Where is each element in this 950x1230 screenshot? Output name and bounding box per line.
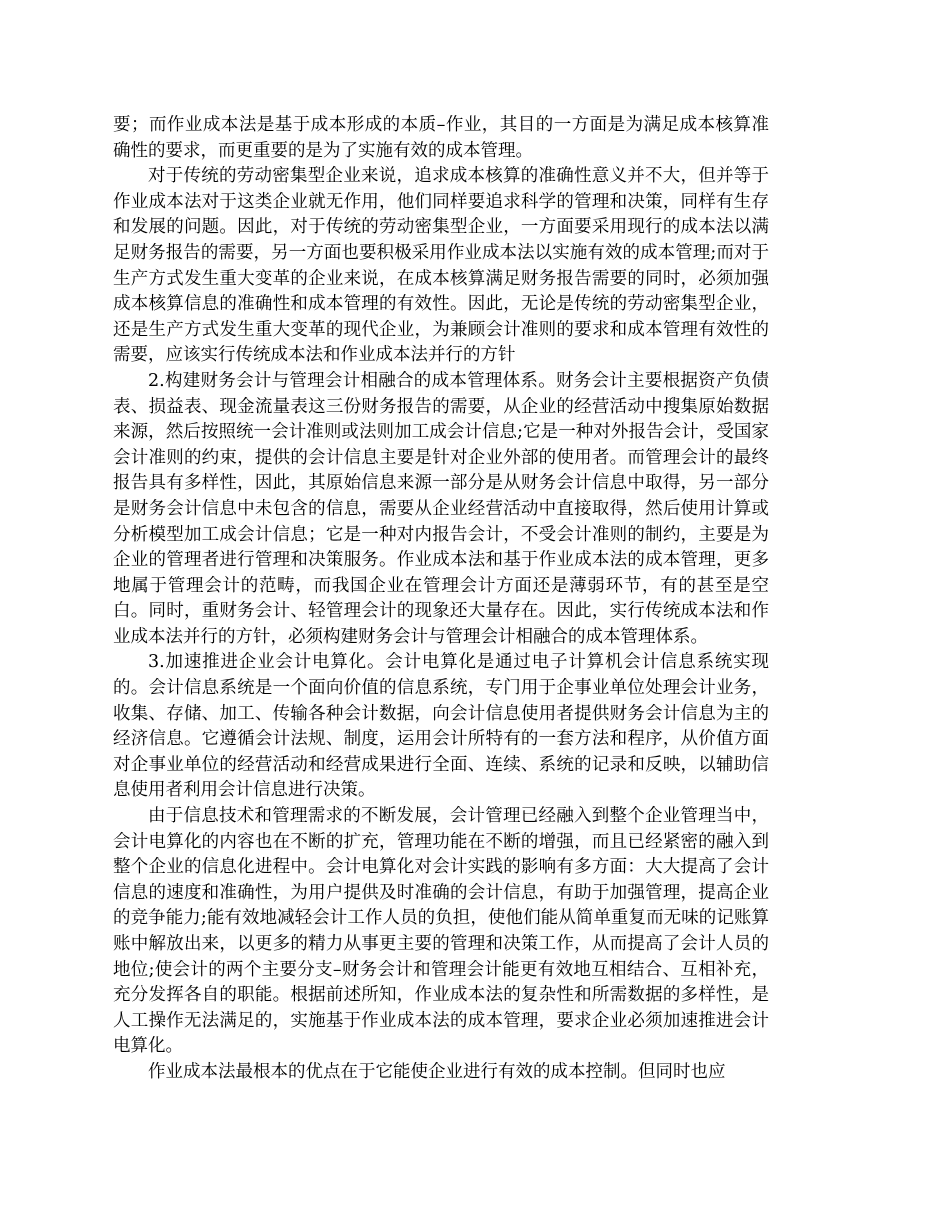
paragraph-point-3-accounting-computerization: 3.加速推进企业会计电算化。会计电算化是通过电子计算机会计信息系统实现的。会计信息系统是一个面向价值的信息系统，专门用于企事业单位处理会计业务，收集、存储、加工、传输各种会计数据，向会计信息使用者提供财务会计信息为主的经济信息。它遵循会计法规、制度，运用会计所特有的一套方法和程序，从价值方面对企事业单位的经营活动和经营成果进行全面、连续、系统的记录和反映，以辅助信息使用者利用会计信息进行决策。 bbox=[113, 652, 769, 801]
paragraph-point-2-financial-management-accounting: 2.构建财务会计与管理会计相融合的成本管理体系。财务会计主要根据资产负债表、损益表、现金流量表这三份财务报告的需要，从企业的经营活动中搜集原始数据来源，然后按照统一会计准则或法则加工成会计信息;它是一种对外报告会计，受国家会计准则的约束，提供的会计信息主要是针对企业外部的使用者。而管理会计的最终报告具有多样性，因此，其原始信息来源一部分是从财务会计信息中取得，另一部分是财务会计信息中未包含的信息，需要从企业经营活动中直接取得，然后使用计算或分析模型加工成会计信息；它是一种对内报告会计，不受会计准则的制约，主要是为企业的管理者进行管理和决策服务。作业成本法和基于作业成本法的成本管理，更多地属于管理会计的范畴，而我国企业在管理会计方面还是薄弱环节，有的甚至是空白。同时，重财务会计、轻管理会计的现象还大量存在。因此，实行传统成本法和作业成本法并行的方针，必须构建财务会计与管理会计相融合的成本管理体系。 bbox=[113, 370, 769, 647]
paragraph-traditional-enterprises: 对于传统的劳动密集型企业来说，追求成本核算的准确性意义并不大，但并等于作业成本法对于这类企业就无作用，他们同样要追求科学的管理和决策，同样有生存和发展的问题。因此，对于传统的劳动密集型企业，一方面要采用现行的成本法以满足财务报告的需要，另一方面也要积极采用作业成本法以实施有效的成本管理;而对于生产方式发生重大变革的企业来说，在成本核算满足财务报告需要的同时，必须加强成本核算信息的准确性和成本管理的有效性。因此，无论是传统的劳动密集型企业，还是生产方式发生重大变革的现代企业，为兼顾会计准则的要求和成本管理有效性的需要，应该实行传统成本法和作业成本法并行的方针 bbox=[113, 166, 769, 366]
paragraph-continuation: 要；而作业成本法是基于成本形成的本质–作业，其目的一方面是为满足成本核算准确性的要求，而更重要的是为了实施有效的成本管理。 bbox=[113, 115, 769, 161]
paragraph-abc-advantage: 作业成本法最根本的优点在于它能使企业进行有效的成本控制。但同时也应 bbox=[148, 1061, 726, 1082]
paragraph-it-development: 由于信息技术和管理需求的不断发展，会计管理已经融入到整个企业管理当中，会计电算化的内容也在不断的扩充，管理功能在不断的增强，而且已经紧密的融入到整个企业的信息化进程中。会计电算化对会计实践的影响有多方面：大大提高了会计信息的速度和准确性，为用户提供及时准确的会计信息，有助于加强管理，提高企业的竞争能力;能有效地减轻会计工作人员的负担，使他们能从简单重复而无味的记账算账中解放出来，以更多的精力从事更主要的管理和决策工作，从而提高了会计人员的地位;使会计的两个主要分支–财务会计和管理会计能更有效地互相结合、互相补充，充分发挥各自的职能。根据前述所知，作业成本法的复杂性和所需数据的多样性，是人工操作无法满足的，实施基于作业成本法的成本管理，要求企业必须加速推进会计电算化。 bbox=[113, 806, 769, 1057]
document-page bbox=[113, 113, 769, 1086]
